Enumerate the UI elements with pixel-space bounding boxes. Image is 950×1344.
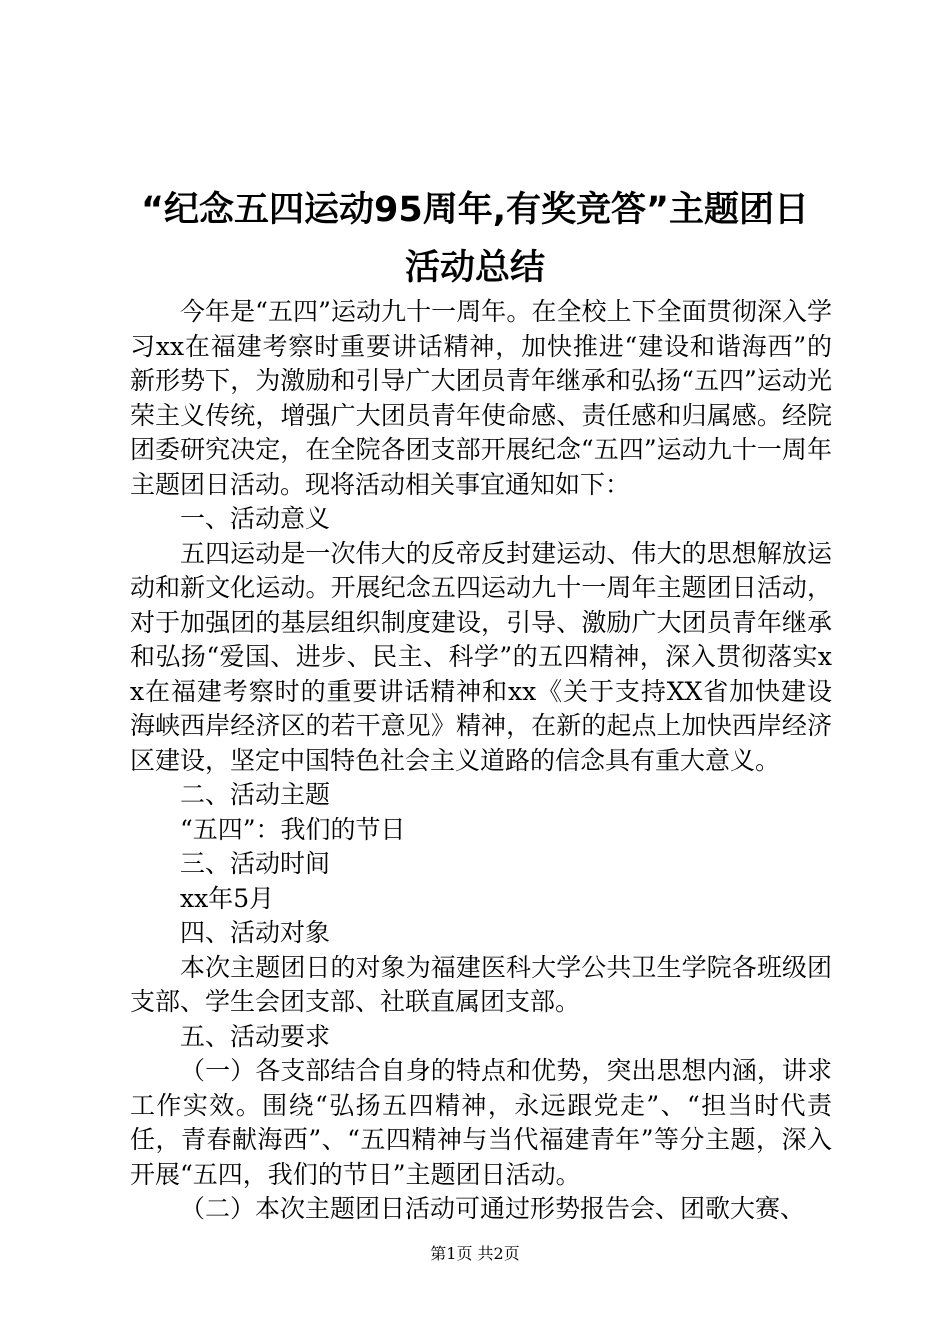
theme-paragraph: “五四”：我们的节日	[180, 814, 406, 844]
document-title-line-2: 活动总结	[404, 248, 545, 288]
document-body	[130, 295, 832, 1227]
intro-paragraph: 今年是“五四”运动九十一周年。在全校上下全面贯彻深入学习xx在福建考察时重要讲话精神，加快推进“建设和谐海西”的新形势下，为激励和引导广大团员青年继承和弘扬“五四”运动光荣主义传统，增强广大团员青年使命感、责任感和归属感。经院团委研究决定，在全院各团支部开展纪念“五四”运动九十一周年主题团日活动。现将活动相关事宜通知如下：	[130, 297, 832, 499]
section-heading-time: 三、活动时间	[180, 849, 331, 878]
audience-paragraph: 本次主题团日的对象为福建医科大学公共卫生学院各班级团支部、学生会团支部、社联直属团支部。	[130, 952, 832, 1016]
section-heading-theme: 二、活动主题	[180, 780, 331, 809]
section-heading-requirements: 五、活动要求	[180, 1021, 331, 1051]
significance-paragraph: 五四运动是一次伟大的反帝反封建运动、伟大的思想解放运动和新文化运动。开展纪念五四运动九十一周年主题团日活动，对于加强团的基层组织制度建设，引导、激励广大团员青年继承和弘扬“爱国、进步、民主、科学”的五四精神，深入贯彻落实xx在福建考察时的重要讲话精神和xx《关于支持XX省加快建设海峡西岸经济区的若干意见》精神，在新的起点上加快西岸经济区建设，坚定中国特色社会主义道路的信念具有重大意义。	[130, 538, 832, 775]
section-heading-significance: 一、活动意义	[180, 504, 331, 533]
page-number-footer: 第1页 共2页	[430, 1244, 520, 1263]
document-title-line-1: “纪念五四运动95周年,有奖竞答”主题团日	[140, 190, 809, 230]
requirement-2-paragraph: （二）本次主题团日活动可通过形势报告会、团歌大赛、	[180, 1194, 806, 1223]
requirement-1-paragraph: （一）各支部结合自身的特点和优势，突出思想内涵，讲求工作实效。围绕“弘扬五四精神，永远跟党走”、“担当时代责任，青春献海西”、“五四精神与当代福建青年”等分主题，深入开展“五四，我们的节日”主题团日活动。	[130, 1056, 832, 1189]
time-paragraph: xx年5月	[180, 883, 275, 913]
section-heading-audience: 四、活动对象	[180, 918, 331, 947]
